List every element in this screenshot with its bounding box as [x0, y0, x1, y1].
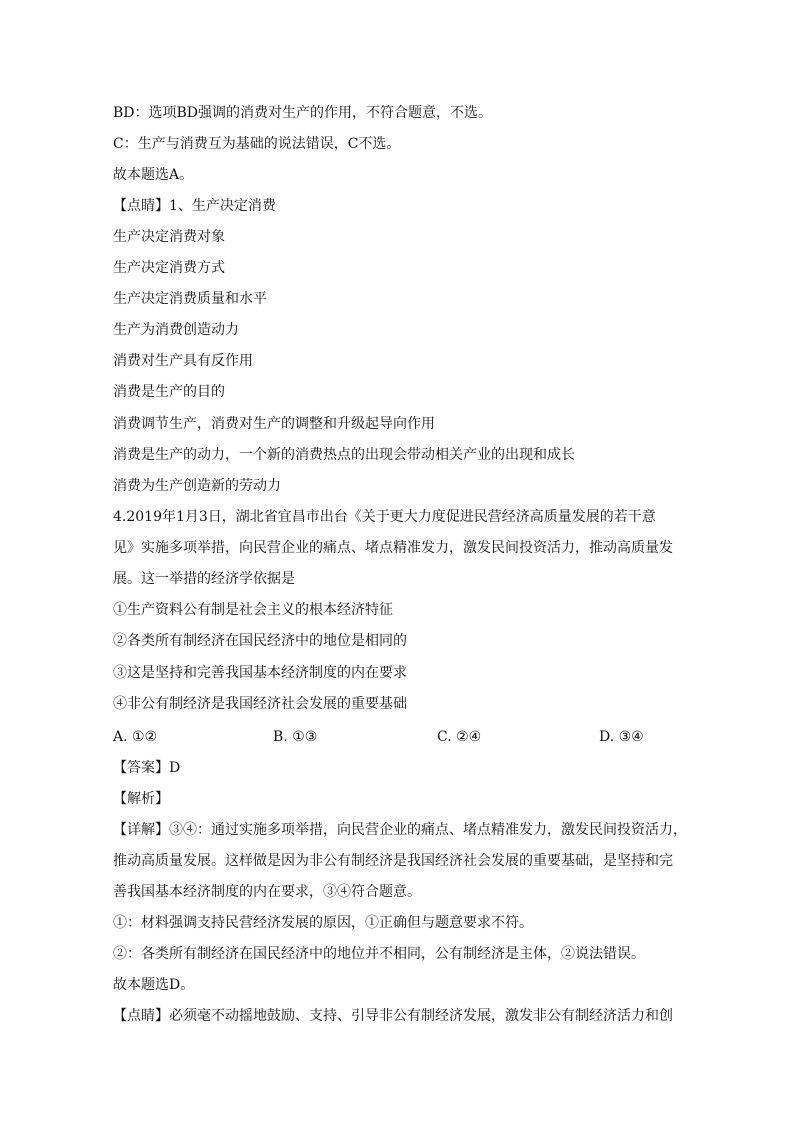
text-line: 生产决定消费方式 — [113, 260, 225, 276]
text-line: 消费对生产具有反作用 — [113, 353, 253, 369]
question-line: 4.2019年1月3日，湖北省宜昌市出台《关于更大力度促进民营经济高质量发展的若干意 — [113, 509, 656, 525]
statement-3: ③这是坚持和完善我国基本经济制度的内在要求 — [113, 665, 407, 681]
text-line: 消费是生产的目的 — [113, 384, 225, 400]
analysis-line: ②：各类所有制经济在国民经济中的地位并不相同，公有制经济是主体，②说法错误。 — [113, 946, 645, 962]
analysis-line: 善我国基本经济制度的内在要求，③④符合题意。 — [113, 884, 421, 900]
analysis-line: ①：材料强调支持民营经济发展的原因，①正确但与题意要求不符。 — [113, 915, 533, 931]
text-line: 消费为生产创造新的劳动力 — [113, 478, 281, 494]
analysis-line: 故本题选D。 — [113, 977, 195, 993]
statement-4: ④非公有制经济是我国经济社会发展的重要基础 — [113, 696, 407, 712]
text-line: 【点睛】1、生产决定消费 — [113, 198, 276, 214]
option-d: D. ③④ — [599, 729, 644, 745]
analysis-line: 【详解】③④：通过实施多项举措，向民营企业的痛点、堵点精准发力，激发民间投资活力， — [113, 822, 687, 838]
option-a: A. ①② — [113, 729, 158, 745]
text-line: BD：选项BD强调的消费对生产的作用，不符合题意，不选。 — [113, 105, 493, 121]
analysis-heading: 【解析】 — [113, 791, 169, 807]
text-line: 生产决定消费对象 — [113, 229, 225, 245]
analysis-line: 【点睛】必须毫不动摇地鼓励、支持、引导非公有制经济发展，激发非公有制经济活力和创 — [113, 1008, 673, 1024]
text-line: 消费调节生产，消费对生产的调整和升级起导向作用 — [113, 416, 435, 432]
statement-2: ②各类所有制经济在国民经济中的地位是相同的 — [113, 633, 407, 649]
option-b: B. ①③ — [273, 729, 318, 745]
text-line: 故本题选A。 — [113, 167, 194, 183]
text-line: 生产决定消费质量和水平 — [113, 291, 267, 307]
analysis-line: 推动高质量发展。这样做是因为非公有制经济是我国经济社会发展的重要基础，是坚持和完 — [113, 853, 673, 869]
option-c: C. ②④ — [437, 729, 482, 745]
question-line: 展。这一举措的经济学依据是 — [113, 571, 295, 587]
text-line: C：生产与消费互为基础的说法错误，C不选。 — [113, 136, 401, 152]
text-line: 消费是生产的动力，一个新的消费热点的出现会带动相关产业的出现和成长 — [113, 447, 575, 463]
text-line: 生产为消费创造动力 — [113, 322, 239, 338]
statement-1: ①生产资料公有制是社会主义的根本经济特征 — [113, 602, 393, 618]
question-line: 见》实施多项举措，向民营企业的痛点、堵点精准发力，激发民间投资活力，推动高质量发 — [113, 540, 673, 556]
answer: 【答案】D — [113, 760, 181, 776]
